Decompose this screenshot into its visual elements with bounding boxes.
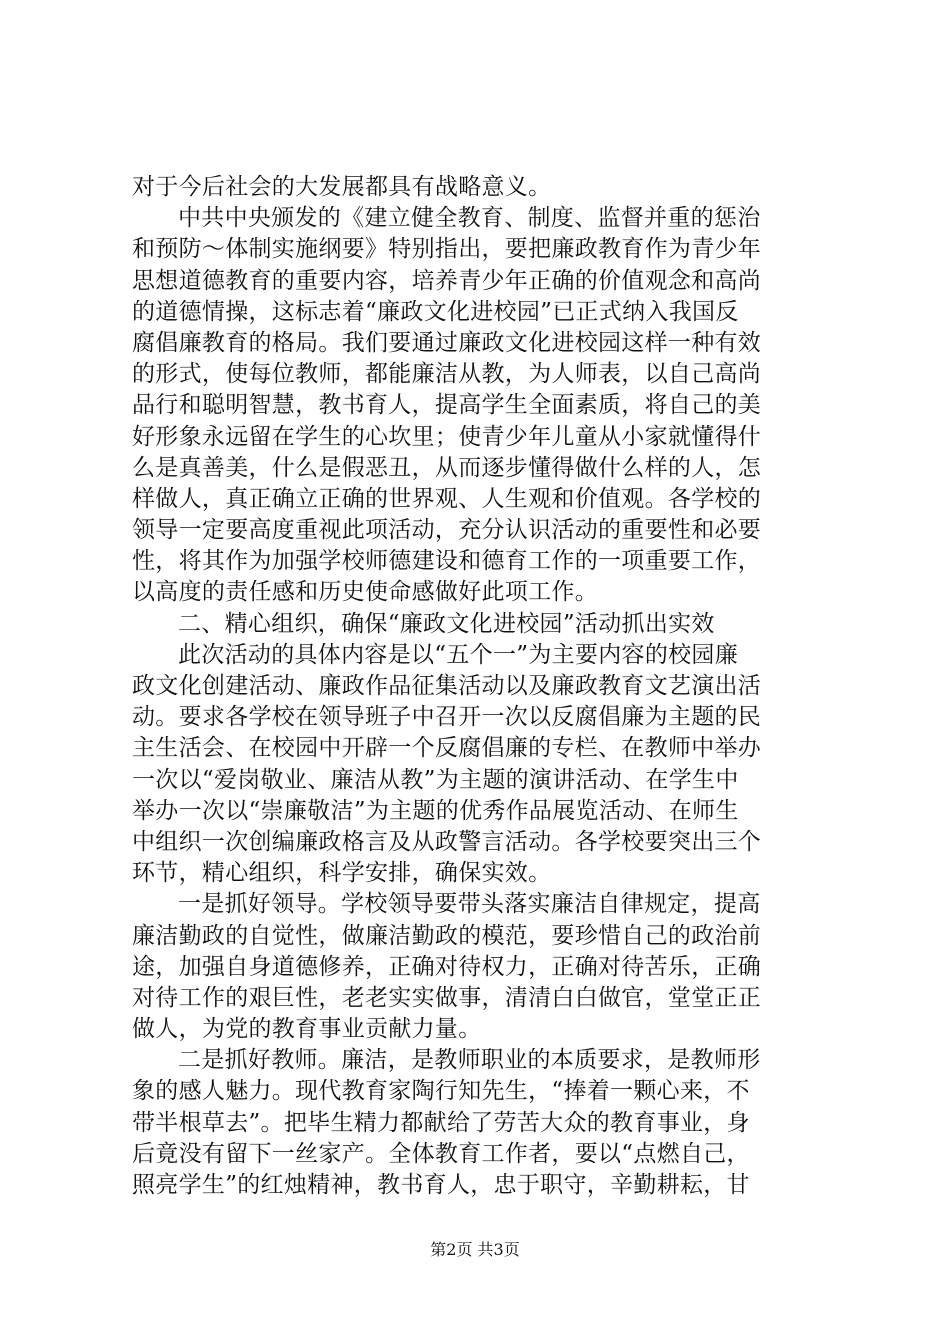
text-line: 品行和聪明智慧，教书育人，提高学生全面素质，将自己的美 [132, 392, 762, 419]
text-line: 途，加强自身道德修养，正确对待权力，正确对待苦乐，正确 [132, 953, 762, 980]
text-line: 象的感人魅力。现代教育家陶行知先生，“捧着一颗心来，不 [132, 1078, 750, 1105]
text-line: 二是抓好教师。廉洁，是教师职业的本质要求，是教师形 [178, 1047, 761, 1074]
document-body [132, 172, 832, 1201]
text-line: 一次以“爱岗敬业、廉洁从教”为主题的演讲活动、在学生中 [132, 766, 739, 793]
text-line: 样做人，真正确立正确的世界观、人生观和价值观。各学校的 [132, 485, 762, 512]
text-line: 此次活动的具体内容是以“五个一”为主要内容的校园廉 [178, 641, 739, 668]
text-line: 动。要求各学校在领导班子中召开一次以反腐倡廉为主题的民 [132, 704, 762, 731]
section-heading: 二、精心组织，确保“廉政文化进校园”活动抓出实效 [178, 610, 715, 637]
text-line: 性，将其作为加强学校师德建设和德育工作的一项重要工作， [132, 548, 762, 575]
text-line: 做人，为党的教育事业贡献力量。 [132, 1016, 482, 1043]
text-line: 领导一定要高度重视此项活动，充分认识活动的重要性和必要 [132, 517, 762, 544]
text-line: 以高度的责任感和历史使命感做好此项工作。 [132, 579, 598, 606]
text-line: 带半根草去”。把毕生精力都献给了劳苦大众的教育事业，身 [132, 1109, 750, 1136]
text-line: 对于今后社会的大发展都具有战略意义。 [132, 174, 552, 200]
text-line: 后竟没有留下一丝家产。全体教育工作者，要以“点燃自己， [132, 1140, 750, 1167]
text-line: 腐倡廉教育的格局。我们要通过廉政文化进校园这样一种有效 [132, 329, 762, 356]
text-line: 环节，精心组织，科学安排，确保实效。 [132, 860, 552, 887]
text-line: 举办一次以“崇廉敬洁”为主题的优秀作品展览活动、在师生 [132, 797, 739, 824]
text-line: 廉洁勤政的自觉性，做廉洁勤政的模范，要珍惜自己的政治前 [132, 922, 762, 949]
text-line: 思想道德教育的重要内容，培养青少年正确的价值观念和高尚 [132, 267, 762, 294]
text-line: 好形象永远留在学生的心坎里；使青少年儿童从小家就懂得什 [132, 423, 762, 450]
text-line: 的形式，使每位教师，都能廉洁从教，为人师表，以自己高尚 [132, 361, 762, 388]
text-line: 中组织一次创编廉政格言及从政警言活动。各学校要突出三个 [132, 828, 762, 855]
page-number-footer: 第2页 共3页 [430, 1240, 520, 1259]
text-line: 主生活会、在校园中开辟一个反腐倡廉的专栏、在教师中举办 [132, 735, 762, 762]
text-line: 的道德情操，这标志着“廉政文化进校园”已正式纳入我国反 [132, 298, 739, 325]
text-line: 照亮学生”的红烛精神，教书育人，忠于职守，辛勤耕耘，甘 [132, 1172, 750, 1198]
text-line: 么是真善美，什么是假恶丑，从而逐步懂得做什么样的人，怎 [132, 454, 762, 481]
text-line: 对待工作的艰巨性，老老实实做事，清清白白做官，堂堂正正 [132, 984, 762, 1011]
text-line: 一是抓好领导。学校领导要带头落实廉洁自律规定，提高 [178, 891, 761, 918]
text-line: 政文化创建活动、廉政作品征集活动以及廉政教育文艺演出活 [132, 673, 762, 699]
text-line: 中共中央颁发的《建立健全教育、制度、监督并重的惩治 [178, 205, 761, 232]
text-line: 和预防～体制实施纲要》特别指出，要把廉政教育作为青少年 [132, 236, 762, 263]
